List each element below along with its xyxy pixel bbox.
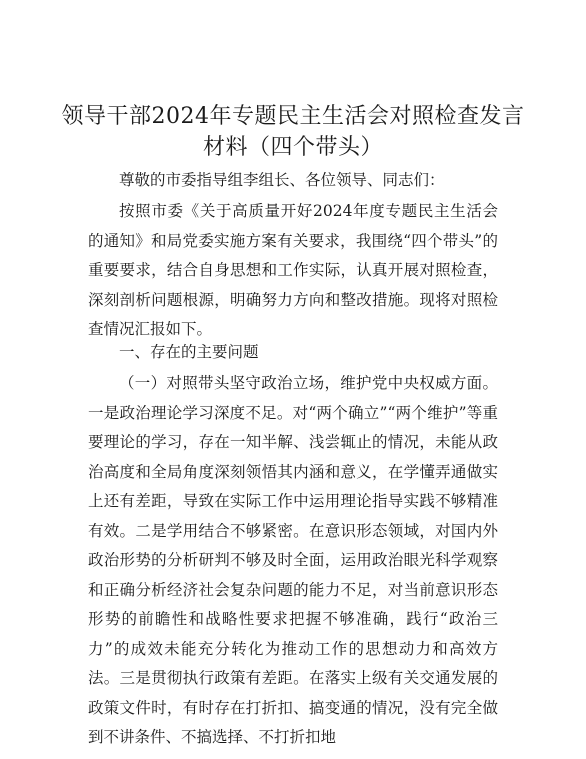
body-paragraph: （一）对照带头坚守政治立场，维护党中央权威方面。一是政治理论学习深度不足。对“两个确立”“两个维护”等重要理论的学习，存在一知半解、浅尝辄止的情况，未能从政治高度和全局角度深刻领悟其内涵和意义，在学懂弄通做实上还有差距，导致在实际工作中运用理论指导实践不够精准有效。二是学用结合不够紧密。在意识形态领域，对国内外政治形势的分析研判不够及时全面，运用政治眼光科学观察和正确分析经济社会复杂问题的能力不足，对当前意识形态形势的前瞻性和战略性要求把握不够准确，践行“政治三力”的成效未能充分转化为推动工作的思想动力和高效方法。三是贯彻执行政策有差距。在落实上级有关交通发展的政策文件时，有时存在打折扣、搞变通的情况，没有完全做到不讲条件、不搞选择、不打折扣地 bbox=[88, 374, 498, 746]
document-title-line2: 材料（四个带头） bbox=[202, 135, 383, 160]
salutation: 尊敬的市委指导组李组长、各位领导、同志们： bbox=[119, 171, 445, 189]
document-title-line1: 领导干部2024年专题民主生活会对照检查发言 bbox=[61, 104, 525, 129]
section-heading: 一、存在的主要问题 bbox=[119, 343, 259, 361]
intro-paragraph: 按照市委《关于高质量开好2024年度专题民主生活会的通知》和局党委实施方案有关要求，我围绕“四个带头”的重要要求，结合自身思想和工作实际，认真开展对照检查，深刻剖析问题根源，明确努力方向和整改措施。现将对照检查情况汇报如下。 bbox=[88, 202, 498, 338]
